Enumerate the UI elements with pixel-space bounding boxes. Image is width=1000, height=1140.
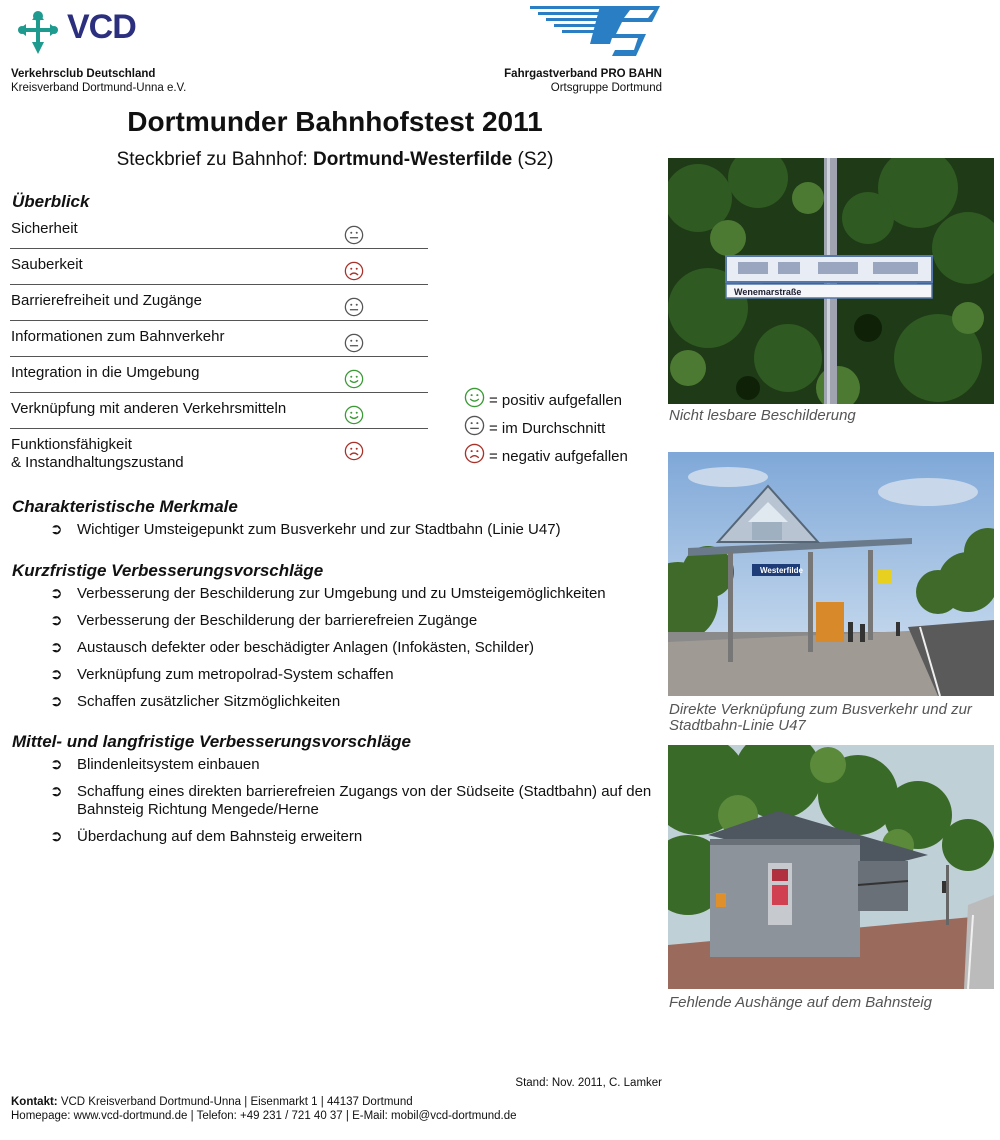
subtitle-prefix: Steckbrief zu Bahnhof:	[116, 149, 314, 170]
smiley-positive-icon	[344, 405, 364, 425]
overview-row	[10, 393, 428, 429]
subtitle-suffix: (S2)	[512, 149, 554, 170]
photo1-sign-text: Wenemarstraße	[734, 287, 802, 297]
footer-contact-line	[11, 1095, 517, 1109]
smiley-positive-icon	[464, 387, 485, 408]
overview-row	[10, 321, 428, 357]
overview-row-label-line: Sicherheit	[11, 220, 78, 237]
bullet-arrow-icon: ➲	[50, 783, 63, 800]
bullet-arrow-icon: ➲	[50, 639, 63, 656]
footer-contact	[11, 1095, 517, 1123]
overview-row-label	[11, 328, 224, 346]
short-term-list	[50, 585, 660, 720]
list-item-text: Verknüpfung zum metropolrad-System schaffen	[77, 666, 394, 683]
list-item-text: Schaffung eines direkten barrierefreien Zugangs von der Südseite (Stadtbahn) auf den Bahnsteig Richtung Mengede/Herne	[77, 783, 652, 818]
bullet-arrow-icon: ➲	[50, 612, 63, 629]
bullet-arrow-icon: ➲	[50, 756, 63, 773]
overview-row-label-line: Sauberkeit	[11, 256, 83, 273]
list-item	[50, 585, 660, 603]
list-item-text: Schaffen zusätzlicher Sitzmöglichkeiten	[77, 693, 341, 710]
smiley-positive-icon	[344, 369, 364, 389]
overview-table	[10, 213, 428, 473]
overview-row-label-line: Verknüpfung mit anderen Verkehrsmitteln	[11, 400, 287, 417]
overview-row-label	[11, 364, 199, 382]
photo-sign-wenemarstrasse	[668, 158, 994, 404]
bullet-arrow-icon: ➲	[50, 521, 63, 538]
overview-row-label-line: Funktionsfähigkeit	[11, 436, 132, 453]
overview-row-label	[11, 292, 202, 310]
list-item-text: Verbesserung der Beschilderung der barrierefreien Zugänge	[77, 612, 478, 629]
overview-row	[10, 249, 428, 285]
overview-row-label-line: Informationen zum Bahnverkehr	[11, 328, 225, 345]
legend-positive-text: = positiv aufgefallen	[489, 392, 623, 409]
smiley-neutral-icon	[344, 225, 364, 245]
smiley-negative-icon	[464, 443, 485, 464]
list-item	[50, 612, 660, 630]
characteristics-list	[50, 521, 660, 548]
legend-neutral-text: = im Durchschnitt	[489, 420, 606, 437]
list-item-text: Austausch defekter oder beschädigter Anlagen (Infokästen, Schilder)	[77, 639, 534, 656]
left-org-name: Verkehrsclub Deutschland	[11, 68, 156, 80]
left-org-sub: Kreisverband Dortmund-Unna e.V.	[11, 82, 187, 94]
overview-row	[10, 285, 428, 321]
characteristics-heading: Charakteristische Merkmale	[12, 497, 238, 516]
list-item-text: Überdachung auf dem Bahnsteig erweitern	[77, 828, 363, 845]
stand-note: Stand: Nov. 2011, C. Lamker	[515, 1077, 662, 1089]
bullet-arrow-icon: ➲	[50, 585, 63, 602]
photo-platform-shelter	[668, 745, 994, 989]
legend-negative-text: = negativ aufgefallen	[489, 448, 628, 465]
list-item	[50, 828, 660, 846]
overview-heading: Überblick	[12, 192, 90, 211]
overview-row-label	[11, 256, 83, 274]
list-item-text: Blindenleitsystem einbauen	[77, 756, 260, 773]
list-item	[50, 666, 660, 684]
photo2-sign-text: Westerfilde	[760, 566, 803, 575]
right-org-sub: Ortsgruppe Dortmund	[550, 82, 662, 94]
list-item	[50, 639, 660, 657]
overview-row-label-line: Barrierefreiheit und Zugänge	[11, 292, 202, 309]
smiley-negative-icon	[344, 261, 364, 281]
photo3-caption: Fehlende Aushänge auf dem Bahnsteig	[669, 994, 932, 1011]
bullet-arrow-icon: ➲	[50, 828, 63, 845]
overview-row-label	[11, 436, 184, 472]
right-organisation	[460, 67, 662, 95]
photo2-caption: Direkte Verknüpfung zum Busverkehr und zur Stadtbahn-Linie U47	[669, 701, 972, 734]
smiley-neutral-icon	[344, 333, 364, 353]
bullet-arrow-icon: ➲	[50, 666, 63, 683]
list-item	[50, 521, 660, 539]
list-item	[50, 783, 660, 819]
list-item-text: Verbesserung der Beschilderung zur Umgebung und zu Umsteigemöglichkeiten	[77, 585, 606, 602]
bullet-arrow-icon: ➲	[50, 693, 63, 710]
overview-row	[10, 213, 428, 249]
list-item	[50, 756, 660, 774]
smiley-neutral-icon	[344, 297, 364, 317]
smiley-negative-icon	[344, 441, 364, 461]
pro-bahn-logo-icon	[530, 4, 665, 58]
left-organisation	[11, 67, 186, 95]
page-subtitle	[0, 149, 670, 171]
smiley-neutral-icon	[464, 415, 485, 436]
right-org-name: Fahrgastverband PRO BAHN	[504, 68, 662, 80]
station-name: Dortmund-Westerfilde	[313, 149, 513, 170]
short-term-heading: Kurzfristige Verbesserungsvorschläge	[12, 561, 324, 580]
page-title: Dortmunder Bahnhofstest 2011	[127, 106, 543, 137]
overview-row-label	[11, 220, 78, 238]
long-term-heading: Mittel- und langfristige Verbesserungsvorschläge	[12, 732, 411, 751]
overview-row-label-line: Integration in die Umgebung	[11, 364, 200, 381]
footer-homepage-line: Homepage: www.vcd-dortmund.de | Telefon: +49 231 / 721 40 37 | E-Mail: mobil@vcd-dortmund.de	[11, 1110, 517, 1122]
long-term-list	[50, 756, 660, 855]
vcd-logo-text: VCD	[67, 8, 136, 46]
photo-bus-stop-westerfilde	[668, 452, 994, 696]
list-item-text: Wichtiger Umsteigepunkt zum Busverkehr und zur Stadtbahn (Linie U47)	[77, 521, 561, 538]
contact-text: VCD Kreisverband Dortmund-Unna | Eisenmarkt 1 | 44137 Dortmund	[57, 1096, 413, 1108]
photo1-caption: Nicht lesbare Beschilderung	[669, 407, 856, 424]
list-item	[50, 693, 660, 711]
overview-row	[10, 429, 428, 473]
overview-row-label	[11, 400, 286, 418]
overview-row	[10, 357, 428, 393]
overview-row-label-line: & Instandhaltungszustand	[11, 454, 184, 471]
contact-label: Kontakt:	[11, 1096, 58, 1108]
